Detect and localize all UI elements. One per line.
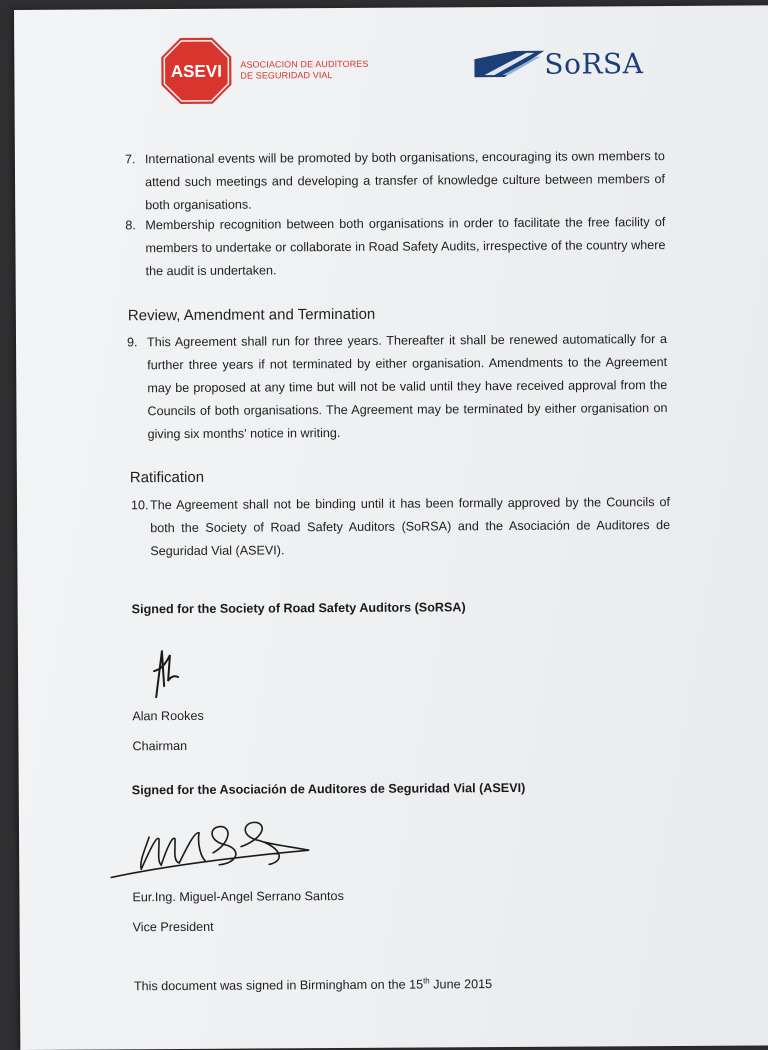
clause-text: This Agreement shall run for three years. Thereafter it shall be renewed automatically for a further three years if not terminated by either organisation. Amendments to the Agreement may be proposed at any time but will not be valid until they have received approval from the Councils of both organisations. The Agreement may be terminated by either organisation on giving six months' notice in writing. xyxy=(146,332,668,442)
asevi-signatory-name: Eur.Ing. Miguel-Angel Serrano Santos xyxy=(132,889,344,905)
asevi-organisation-name xyxy=(240,59,368,82)
sorsa-signatory-title: Chairman xyxy=(132,738,188,754)
clause-number: 9. xyxy=(126,335,138,350)
date-ordinal-suffix: th xyxy=(423,976,430,986)
asevi-stop-sign-logo xyxy=(160,37,232,105)
section-heading-ratification: Ratification xyxy=(129,468,205,487)
clause-10 xyxy=(130,491,671,563)
signing-location-date xyxy=(134,977,492,993)
clause-number: 8. xyxy=(125,218,136,233)
clause-number: 7. xyxy=(124,152,136,167)
sorsa-signatory-name: Alan Rookes xyxy=(132,708,204,724)
asevi-signatory-title: Vice President xyxy=(132,919,214,935)
clause-text: The Agreement shall not be binding until it has been formally approved by the Councils of both the Society of Road Safety Auditors (SoRSA) and the Asociación de Auditores de Seguridad Vial (ASEVI). xyxy=(149,495,671,559)
signing-text-before: This document was signed in Birmingham on the 15 xyxy=(133,977,424,994)
signing-text-after: June 2015 xyxy=(429,977,493,992)
clause-8 xyxy=(125,211,666,283)
document-page xyxy=(14,5,768,1050)
sorsa-signature-label: Signed for the Society of Road Safety Auditors (SoRSA) xyxy=(131,600,466,617)
asevi-badge-text: ASEVI xyxy=(170,61,222,82)
clause-number: 10. xyxy=(130,498,149,513)
sorsa-signature-image xyxy=(148,641,188,701)
clause-9 xyxy=(126,328,668,446)
clause-7 xyxy=(124,145,666,217)
section-heading-review: Review, Amendment and Termination xyxy=(127,305,376,325)
asevi-name-line1: ASOCIACION DE AUDITORES xyxy=(240,58,369,70)
asevi-signature-label: Signed for the Asociación de Auditores de Seguridad Vial (ASEVI) xyxy=(131,780,526,798)
sorsa-wordmark: SoRSA xyxy=(544,47,644,81)
asevi-signature-image xyxy=(109,816,319,883)
clause-text: Membership recognition between both organisations in order to facilitate the free facility of members to undertake or collaborate in Road Safety Audits, irrespective of the country where the audit is undertaken. xyxy=(145,215,666,279)
sorsa-road-logo xyxy=(474,49,544,79)
asevi-name-line2: DE SEGURIDAD VIAL xyxy=(240,70,333,81)
clause-text: International events will be promoted by both organisations, encouraging its own members to attend such meetings and developing a transfer of knowledge culture between members of both organisations. xyxy=(144,149,666,213)
